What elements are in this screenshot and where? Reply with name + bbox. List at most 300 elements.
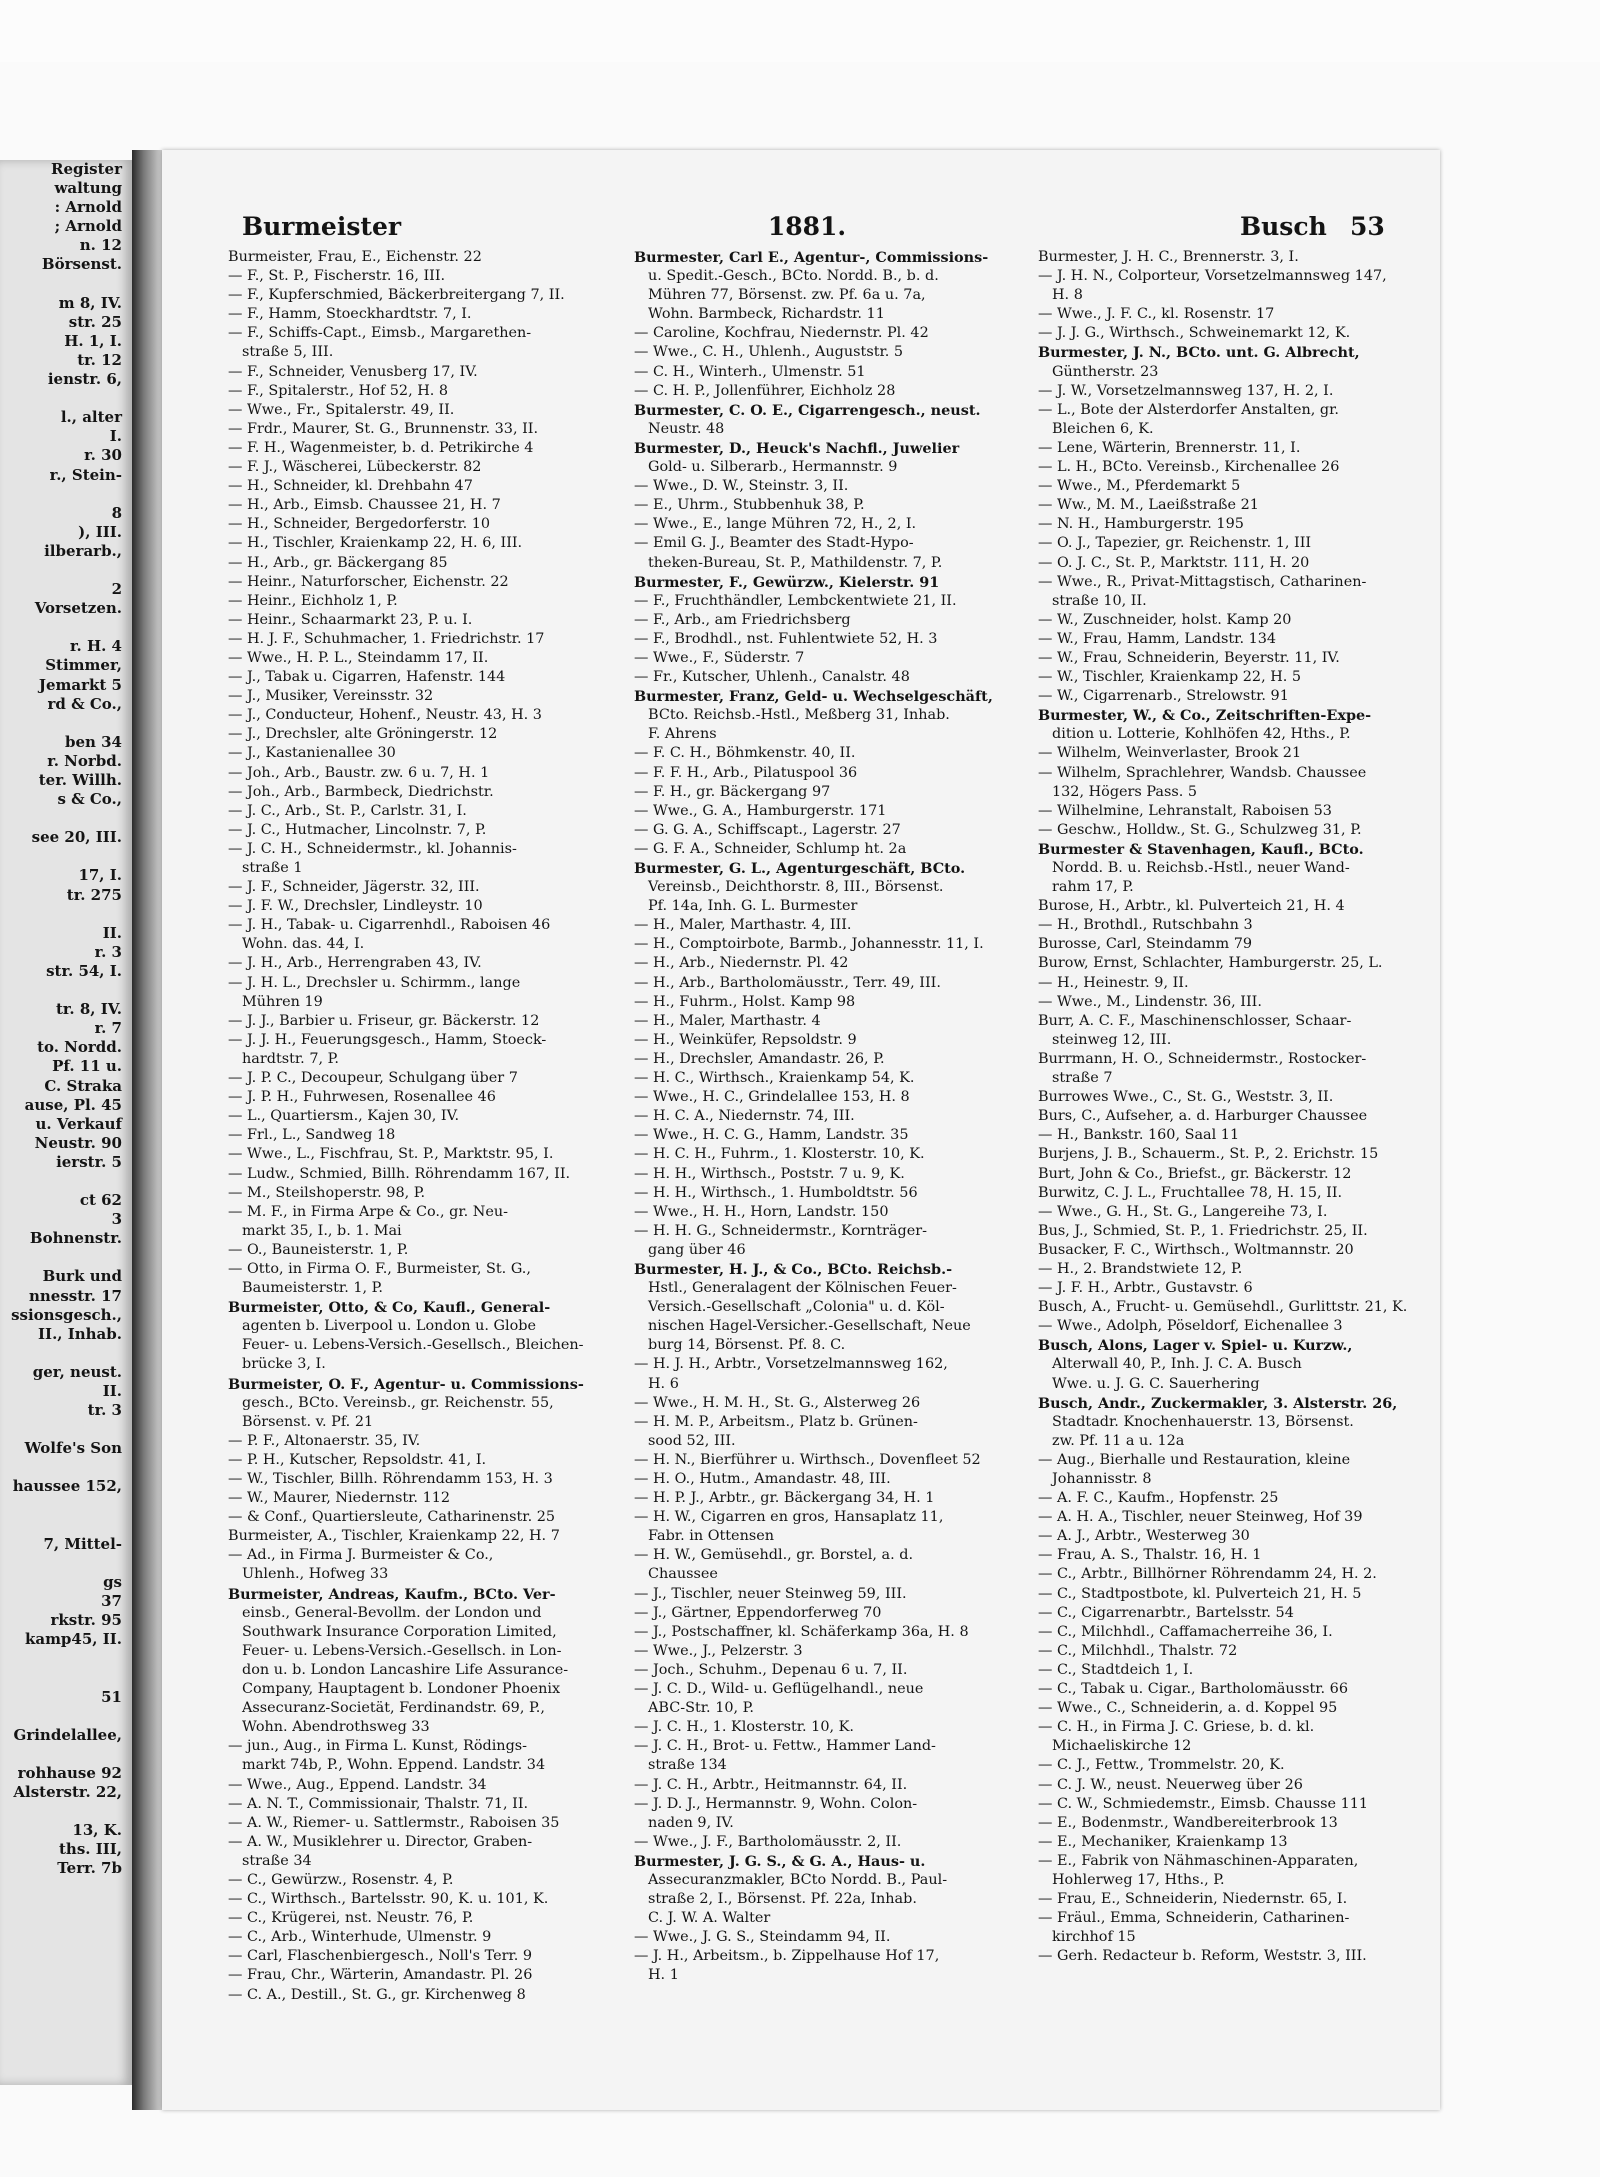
directory-entry: — Otto, in Firma O. F., Burmeister, St. G., (228, 1260, 531, 1277)
header-right: Busch (1240, 212, 1327, 241)
directory-entry: — A. N. T., Commissionair, Thalstr. 71, II. (228, 1795, 529, 1812)
directory-entry: F. Ahrens (648, 726, 717, 743)
directory-entry: Burmester, J. G. S., & G. A., Haus- u. (634, 1852, 926, 1870)
margin-line: r. 7 (94, 1019, 122, 1038)
directory-entry: — E., Uhrm., Stubbenhuk 38, P. (634, 497, 865, 514)
directory-entry: — C., Arbtr., Billhörner Röhrendamm 24, H. 2. (1038, 1566, 1377, 1583)
directory-entry: gang über 46 (648, 1241, 746, 1258)
margin-line: r. 30 (84, 446, 122, 465)
directory-entry: Burmester, J. H. C., Brennerstr. 3, I. (1038, 249, 1299, 265)
directory-entry: — Geschw., Holldw., St. G., Schulzweg 31, P. (1038, 821, 1362, 838)
margin-line: r., Stein- (49, 465, 122, 484)
directory-entry: 132, Högers Pass. 5 (1052, 783, 1198, 800)
margin-line (0, 905, 132, 924)
directory-entry: — C., Stadtpostbote, kl. Pulverteich 21, H. 5 (1038, 1585, 1362, 1602)
directory-entry: — H., Tischler, Kraienkamp 22, H. 6, III. (228, 535, 523, 552)
directory-entry: — H. W., Gemüsehdl., gr. Borstel, a. d. (634, 1547, 914, 1564)
margin-line: r. Norbd. (47, 751, 122, 770)
margin-line: ilberarb., (44, 541, 122, 560)
directory-entry: — O. J. C., St. P., Marktstr. 111, H. 20 (1038, 554, 1310, 571)
directory-entry: — Wwe., Aug., Eppend. Landstr. 34 (228, 1776, 487, 1793)
directory-entry: — G. F. A., Schneider, Schlump ht. 2a (634, 840, 907, 857)
directory-entry: — Frl., L., Sandweg 18 (228, 1127, 396, 1144)
directory-entry: — J. H. N., Colporteur, Vorsetzelmannsweg 147, (1038, 268, 1387, 285)
column-1 (228, 248, 638, 2048)
margin-line: Pf. 11 u. (52, 1057, 122, 1076)
margin-line: ths. III, (59, 1840, 122, 1859)
directory-entry: — Wwe., H. P. L., Steindamm 17, II. (228, 649, 489, 666)
directory-entry: — E., Bodenmstr., Wandbereiterbrook 13 (1038, 1814, 1338, 1831)
margin-line: rkstr. 95 (50, 1611, 122, 1630)
directory-entry: Burmester, H. J., & Co., BCto. Reichsb.- (634, 1260, 953, 1278)
margin-line: Börsenst. (41, 255, 122, 274)
directory-entry: — C. W., Schmiedemstr., Eimsb. Chausse 111 (1038, 1795, 1369, 1812)
directory-entry: — O., Bauneisterstr. 1, P. (228, 1241, 409, 1258)
directory-entry: Johannisstr. 8 (1052, 1471, 1152, 1487)
directory-entry: — Wwe., E., lange Mühren 72, H., 2, I. (634, 516, 917, 533)
margin-line: Terr. 7b (57, 1859, 122, 1878)
directory-entry: Burmeister, Frau, E., Eichenstr. 22 (228, 249, 482, 265)
margin-line: gs (103, 1572, 122, 1591)
margin-line (0, 1802, 132, 1821)
directory-entry: Börsenst. v. Pf. 21 (242, 1413, 374, 1430)
margin-line: 17, I. (78, 866, 122, 885)
directory-entry: — Wwe., H. C. G., Hamm, Landstr. 35 (634, 1127, 909, 1144)
directory-entry: Burmester, Franz, Geld- u. Wechselgeschäft, (634, 688, 993, 706)
directory-entry: H. 1 (648, 1967, 679, 1984)
directory-entry: — J., Postschaffner, kl. Schäferkamp 36a, H. 8 (634, 1623, 969, 1640)
margin-line: kamp45, II. (24, 1630, 122, 1649)
directory-entry: — A. F. C., Kaufm., Hopfenstr. 25 (1038, 1490, 1279, 1507)
margin-line: nnesstr. 17 (28, 1286, 122, 1305)
directory-entry: — J. H., Arb., Herrengraben 43, IV. (228, 955, 482, 972)
directory-entry: — F. J., Wäscherei, Lübeckerstr. 82 (228, 459, 482, 476)
directory-page (162, 150, 1440, 2110)
directory-entry: — J. C. H., 1. Klosterstr. 10, K. (634, 1719, 854, 1736)
margin-line: ben 34 (64, 732, 122, 751)
directory-entry: — Wwe., J. G. S., Steindamm 94, II. (634, 1929, 891, 1946)
directory-entry: H. 6 (648, 1375, 679, 1392)
directory-entry: Burmester & Stavenhagen, Kaufl., BCto. (1038, 840, 1364, 858)
margin-line: Jemarkt 5 (38, 675, 122, 694)
directory-entry: — J. C., Hutmacher, Lincolnstr. 7, P. (228, 821, 487, 838)
directory-entry: straße 34 (242, 1852, 312, 1869)
directory-entry: Mühren 19 (242, 993, 323, 1010)
directory-entry: — Wwe., R., Privat-Mittagstisch, Catharinen- (1038, 573, 1367, 590)
column-2 (634, 248, 1044, 2048)
directory-entry: — F., Spitalerstr., Hof 52, H. 8 (228, 382, 449, 399)
directory-entry: — J. H. L., Drechsler u. Schirmm., lange (228, 974, 521, 991)
directory-entry: — J. C., Arb., St. P., Carlstr. 31, I. (228, 802, 467, 819)
directory-entry: — H. C. A., Niedernstr. 74, III. (634, 1108, 855, 1125)
directory-entry: — Heinr., Naturforscher, Eichenstr. 22 (228, 573, 509, 590)
directory-entry: Busch, A., Frucht- u. Gemüsehdl., Gurlittstr. 21, K. (1038, 1299, 1408, 1316)
directory-entry: — C. J., Fettw., Trommelstr. 20, K. (1038, 1757, 1285, 1774)
directory-entry: — M., Steilshoperstr. 98, P. (228, 1184, 426, 1201)
directory-entry: — Wwe., L., Fischfrau, St. P., Marktstr. 95, I. (228, 1146, 554, 1163)
margin-line: ct 62 (79, 1191, 122, 1210)
directory-entry: — C. J. W., neust. Neuerweg über 26 (1038, 1776, 1303, 1793)
directory-entry: — F., St. P., Fischerstr. 16, III. (228, 268, 446, 285)
directory-entry: — C., Milchhdl., Caffamacherreihe 36, I. (1038, 1623, 1333, 1640)
margin-line: see 20, III. (31, 828, 122, 847)
directory-entry: — J. C. H., Schneidermstr., kl. Johannis- (228, 840, 517, 857)
directory-entry: — J., Tabak u. Cigarren, Hafenstr. 144 (228, 669, 506, 686)
margin-line: 13, K. (72, 1821, 122, 1840)
directory-entry: Wwe. u. J. G. C. Sauerhering (1052, 1375, 1260, 1392)
margin-line: ), III. (78, 522, 122, 541)
directory-entry: u. Spedit.-Gesch., BCto. Nordd. B., b. d. (648, 268, 939, 285)
directory-entry: — A. W., Riemer- u. Sattlermstr., Raboisen 35 (228, 1814, 560, 1831)
directory-entry: theken-Bureau, St. P., Mathildenstr. 7, P. (648, 554, 943, 571)
directory-entry: — H. H., Wirthsch., 1. Humboldtstr. 56 (634, 1184, 918, 1201)
margin-line: Vorsetzen. (34, 599, 122, 618)
margin-line (0, 1248, 132, 1267)
margin-line: m 8, IV. (58, 293, 122, 312)
directory-entry: Nordd. B. u. Reichsb.-Hstl., neuer Wand- (1052, 860, 1350, 876)
margin-line: ssionsgesch., (11, 1305, 122, 1324)
margin-line: Neustr. 90 (34, 1133, 122, 1152)
directory-entry: C. J. W. A. Walter (648, 1910, 771, 1927)
margin-line: haussee 152, (12, 1477, 122, 1496)
directory-entry: — H., Comptoirbote, Barmb., Johannesstr. 11, I. (634, 936, 984, 953)
directory-entry: — Wwe., G. A., Hamburgerstr. 171 (634, 802, 887, 819)
directory-entry: — H., Fuhrm., Holst. Kamp 98 (634, 993, 856, 1010)
directory-entry: — J. P. H., Fuhrwesen, Rosenallee 46 (228, 1089, 496, 1106)
directory-entry: Assecuranz-Societät, Ferdinandstr. 69, P., (242, 1700, 545, 1717)
margin-line: 51 (101, 1687, 122, 1706)
directory-entry: — A. W., Musiklehrer u. Director, Graben- (228, 1833, 533, 1850)
directory-entry: — H., Arb., Eimsb. Chaussee 21, H. 7 (228, 497, 501, 514)
directory-entry: — G. G. A., Schiffscapt., Lagerstr. 27 (634, 821, 901, 838)
directory-entry: — H., Drechsler, Amandastr. 26, P. (634, 1050, 885, 1067)
directory-entry: — J. C. D., Wild- u. Geflügelhandl., neue (634, 1681, 924, 1698)
directory-entry: — F., Fruchthändler, Lembckentwiete 21, II. (634, 592, 957, 609)
directory-entry: — J. P. C., Decoupeur, Schulgang über 7 (228, 1070, 518, 1087)
directory-entry: — H. C. H., Fuhrm., 1. Klosterstr. 10, K. (634, 1146, 925, 1163)
directory-entry: Hstl., Generalagent der Kölnischen Feuer- (648, 1280, 957, 1297)
directory-entry: — C., Tabak u. Cigar., Bartholomäusstr. 66 (1038, 1681, 1348, 1698)
margin-line: ger, neust. (32, 1362, 122, 1381)
margin-line: 8 (111, 503, 122, 522)
directory-entry: — Wwe., H. M. H., St. G., Alsterweg 26 (634, 1394, 921, 1411)
directory-entry: — Wwe., Adolph, Pöseldorf, Eichenallee 3 (1038, 1318, 1343, 1335)
directory-entry: ABC-Str. 10, P. (648, 1700, 754, 1717)
directory-entry: — H., Schneider, Bergedorferstr. 10 (228, 516, 491, 533)
page-header (222, 212, 1392, 252)
directory-entry: — F., Arb., am Friedrichsberg (634, 611, 851, 628)
directory-entry: Stadtadr. Knochenhauerstr. 13, Börsenst. (1052, 1413, 1354, 1430)
directory-entry: Burrmann, H. O., Schneidermstr., Rostocker- (1038, 1050, 1367, 1067)
directory-entry: Bleichen 6, K. (1052, 420, 1154, 437)
directory-entry: — H. M. P., Arbeitsm., Platz b. Grünen- (634, 1413, 918, 1430)
directory-entry: — Caroline, Kochfrau, Niedernstr. Pl. 42 (634, 325, 929, 342)
directory-entry: — Ww., M. M., Laeißstraße 21 (1038, 497, 1259, 514)
directory-entry: — F. H., gr. Bäckergang 97 (634, 783, 831, 800)
directory-entry: — Fr., Kutscher, Uhlenh., Canalstr. 48 (634, 669, 910, 686)
directory-entry: straße 1 (242, 860, 303, 876)
directory-entry: gesch., BCto. Vereinsb., gr. Reichenstr. 55, (242, 1394, 554, 1411)
directory-entry: — J. J. G., Wirthsch., Schweinemarkt 12, K. (1038, 325, 1351, 342)
directory-entry: Michaeliskirche 12 (1052, 1738, 1192, 1755)
margin-line: : Arnold (54, 198, 122, 217)
margin-line (0, 275, 132, 294)
directory-entry: — J. H., Tabak- u. Cigarrenhdl., Raboisen 46 (228, 917, 551, 934)
directory-entry: steinweg 12, III. (1052, 1031, 1172, 1048)
directory-entry: — J. J. H., Feuerungsgesch., Hamm, Stoeck- (228, 1031, 547, 1048)
directory-entry: sood 52, III. (648, 1432, 736, 1449)
directory-entry: — C. A., Destill., St. G., gr. Kirchenweg 8 (228, 1986, 526, 2003)
directory-entry: — H. W., Cigarren en gros, Hansaplatz 11, (634, 1509, 944, 1526)
margin-line (0, 1554, 132, 1573)
directory-entry: — Wwe., C. H., Uhlenh., Auguststr. 5 (634, 344, 904, 361)
directory-entry: — W., Maurer, Niedernstr. 112 (228, 1490, 451, 1507)
directory-entry: — H. J. F., Schuhmacher, 1. Friedrichstr. 17 (228, 630, 545, 647)
directory-entry: — Heinr., Eichholz 1, P. (228, 592, 398, 609)
directory-entry: Gold- u. Silberarb., Hermannstr. 9 (648, 459, 898, 476)
margin-line: Burk und (42, 1267, 122, 1286)
directory-entry: Wohn. Barmbeck, Richardstr. 11 (648, 306, 885, 323)
margin-line (0, 389, 132, 408)
directory-entry: — J. C. H., Arbtr., Heitmannstr. 64, II. (634, 1776, 908, 1793)
directory-entry: — H. J. H., Arbtr., Vorsetzelmannsweg 162, (634, 1356, 948, 1373)
directory-entry: Burmester, D., Heuck's Nachfl., Juwelier (634, 439, 960, 457)
directory-entry: — C., Stadtdeich 1, I. (1038, 1661, 1194, 1678)
margin-line (0, 1745, 132, 1764)
margin-line: ienstr. 6, (47, 370, 122, 389)
directory-entry: Baumeisterstr. 1, P. (242, 1280, 384, 1297)
directory-entry: — Wilhelm, Sprachlehrer, Wandsb. Chaussee (1038, 764, 1367, 781)
directory-entry: — Wwe., H. C., Grindelallee 153, H. 8 (634, 1089, 910, 1106)
book-gutter (132, 150, 162, 2110)
margin-line (0, 1707, 132, 1726)
directory-entry: — F., Hamm, Stoeckhardtstr. 7, I. (228, 306, 472, 323)
directory-entry: — Ad., in Firma J. Burmeister & Co., (228, 1547, 494, 1564)
directory-entry: Burmester, C. O. E., Cigarrengesch., neust. (634, 401, 981, 419)
directory-entry: rahm 17, P. (1052, 879, 1134, 896)
directory-entry: — C. H., in Firma J. C. Griese, b. d. kl. (1038, 1719, 1315, 1736)
directory-entry: hardtstr. 7, P. (242, 1050, 339, 1067)
directory-entry: Busacker, F. C., Wirthsch., Woltmannstr. 20 (1038, 1241, 1354, 1258)
directory-entry: — J. J., Barbier u. Friseur, gr. Bäckerstr. 12 (228, 1012, 540, 1029)
directory-entry: — C., Gewürzw., Rosenstr. 4, P. (228, 1871, 454, 1888)
directory-entry: Burmester, Carl E., Agentur-, Commissions- (634, 249, 989, 266)
directory-entry: Wohn. das. 44, I. (242, 936, 365, 953)
directory-entry: don u. b. London Lancashire Life Assurance- (242, 1661, 569, 1678)
directory-entry: — H., Schneider, kl. Drehbahn 47 (228, 478, 473, 495)
directory-entry: — H. H., Wirthsch., Poststr. 7 u. 9, K. (634, 1165, 905, 1182)
margin-line: r. 3 (94, 942, 122, 961)
directory-entry: — C., Milchhdl., Thalstr. 72 (1038, 1642, 1238, 1659)
directory-entry: einsb., General-Bevollm. der London und (242, 1604, 542, 1621)
directory-entry: Burmeister, O. F., Agentur- u. Commissions- (228, 1375, 584, 1393)
margin-line (0, 847, 132, 866)
margin-line: waltung (54, 179, 122, 198)
directory-entry: — Frdr., Maurer, St. G., Brunnenstr. 33, II. (228, 420, 539, 437)
directory-entry: dition u. Lotterie, Kohlhöfen 42, Hths., P. (1052, 726, 1351, 743)
margin-line: Register (50, 160, 122, 178)
margin-line: II., Inhab. (38, 1324, 122, 1343)
margin-line (0, 1516, 132, 1535)
header-left: Burmeister (242, 212, 402, 241)
directory-entry: — H. H. G., Schneidermstr., Kornträger- (634, 1222, 927, 1239)
directory-entry: — J., Tischler, neuer Steinweg 59, III. (634, 1585, 907, 1602)
directory-entry: — Carl, Flaschenbiergesch., Noll's Terr. 9 (228, 1948, 533, 1965)
directory-entry: Burr, A. C. F., Maschinenschlosser, Schaar- (1038, 1012, 1352, 1029)
margin-line: 7, Mittel- (43, 1534, 122, 1553)
directory-entry: H. 8 (1052, 287, 1083, 304)
margin-line: l., alter (60, 408, 122, 427)
directory-entry: — H. N., Bierführer u. Wirthsch., Dovenfleet 52 (634, 1451, 981, 1468)
directory-entry: Alterwall 40, P., Inh. J. C. A. Busch (1052, 1356, 1302, 1373)
directory-entry: — H., Maler, Marthastr. 4 (634, 1012, 821, 1029)
directory-entry: — H., Arb., gr. Bäckergang 85 (228, 554, 448, 571)
directory-entry: straße 7 (1052, 1070, 1113, 1087)
directory-entry: — W., Tischler, Kraienkamp 22, H. 5 (1038, 669, 1302, 686)
directory-entry: zw. Pf. 11 a u. 12a (1052, 1432, 1185, 1449)
directory-entry: — Wwe., H. H., Horn, Landstr. 150 (634, 1203, 889, 1220)
directory-entry: — Gerh. Redacteur b. Reform, Weststr. 3, III. (1038, 1948, 1367, 1965)
directory-entry: — Wwe., J., Pelzerstr. 3 (634, 1642, 803, 1659)
directory-entry: naden 9, IV. (648, 1814, 734, 1831)
margin-line: tr. 3 (87, 1401, 122, 1420)
directory-entry: Güntherstr. 23 (1052, 363, 1159, 380)
directory-entry: — F., Schneider, Venusberg 17, IV. (228, 363, 478, 380)
margin-line: H. 1, I. (64, 331, 122, 350)
directory-entry: — J. F. H., Arbtr., Gustavstr. 6 (1038, 1280, 1253, 1297)
directory-entry: — Wwe., M., Pferdemarkt 5 (1038, 478, 1241, 495)
margin-line: 2 (111, 580, 122, 599)
directory-entry: — J., Drechsler, alte Gröningerstr. 12 (228, 726, 498, 743)
directory-entry: kirchhof 15 (1052, 1929, 1136, 1946)
directory-entry: Burmeister, Otto, & Co, Kaufl., General- (228, 1299, 551, 1317)
directory-entry: Burose, H., Arbtr., kl. Pulverteich 21, H. 4 (1038, 898, 1345, 915)
margin-line (0, 1497, 132, 1516)
margin-line (0, 1668, 132, 1687)
directory-entry: — C., Arb., Winterhude, Ulmenstr. 9 (228, 1929, 492, 1946)
directory-entry: — J., Conducteur, Hohenf., Neustr. 43, H. 3 (228, 707, 542, 724)
directory-entry: — Joh., Arb., Barmbeck, Diedrichstr. (228, 783, 494, 800)
margin-line: u. Verkauf (35, 1114, 122, 1133)
directory-entry: — Wwe., F., Süderstr. 7 (634, 649, 805, 666)
directory-entry: Uhlenh., Hofweg 33 (242, 1566, 389, 1583)
directory-entry: agenten b. Liverpool u. London u. Globe (242, 1318, 537, 1335)
directory-entry: — W., Tischler, Billh. Röhrendamm 153, H. 3 (228, 1471, 553, 1487)
directory-entry: — L., Quartiersm., Kajen 30, IV. (228, 1108, 460, 1125)
margin-line (0, 714, 132, 733)
directory-entry: Assecuranzmakler, BCto Nordd. B., Paul- (648, 1871, 948, 1888)
directory-entry: — C., Cigarrenarbtr., Bartelsstr. 54 (1038, 1604, 1294, 1621)
directory-entry: Burrowes Wwe., C., St. G., Weststr. 3, II. (1038, 1089, 1334, 1106)
directory-entry: Feuer- u. Lebens-Versich.-Gesellsch., Bleichen- (242, 1337, 584, 1354)
directory-entry: — Heinr., Schaarmarkt 23, P. u. I. (228, 611, 473, 628)
directory-entry: — jun., Aug., in Firma L. Kunst, Rödings- (228, 1738, 528, 1755)
margin-line: tr. 12 (77, 350, 122, 369)
directory-entry: — Joh., Arb., Baustr. zw. 6 u. 7, H. 1 (228, 764, 490, 781)
margin-line (0, 981, 132, 1000)
directory-entry: — W., Frau, Schneiderin, Beyerstr. 11, IV. (1038, 649, 1340, 666)
directory-entry: — C., Krügerei, nst. Neustr. 76, P. (228, 1910, 474, 1927)
directory-entry: straße 10, II. (1052, 592, 1147, 609)
margin-line (0, 1420, 132, 1439)
directory-entry: — Joch., Schuhm., Depenau 6 u. 7, II. (634, 1661, 908, 1678)
directory-entry: Burow, Ernst, Schlachter, Hamburgerstr. 25, L. (1038, 955, 1383, 972)
directory-entry: — P. F., Altonaerstr. 35, IV. (228, 1432, 421, 1449)
margin-line: 37 (101, 1592, 122, 1611)
directory-entry: Mühren 77, Börsenst. zw. Pf. 6a u. 7a, (648, 287, 926, 304)
directory-entry: — Lene, Wärterin, Brennerstr. 11, I. (1038, 439, 1301, 456)
margin-line (0, 1649, 132, 1668)
directory-entry: — Wwe., M., Lindenstr. 36, III. (1038, 993, 1262, 1010)
directory-entry: Burmester, F., Gewürzw., Kielerstr. 91 (634, 573, 940, 591)
margin-line: II. (102, 923, 122, 942)
directory-entry: — H. P. J., Arbtr., gr. Bäckergang 34, H. 1 (634, 1490, 935, 1507)
directory-entry: Burt, John & Co., Briefst., gr. Bäckerstr. 12 (1038, 1165, 1352, 1182)
directory-entry: Fabr. in Ottensen (648, 1528, 775, 1545)
directory-entry: — H., Arb., Bartholomäusstr., Terr. 49, III. (634, 974, 941, 991)
margin-line: ; Arnold (54, 217, 122, 236)
margin-line (0, 1172, 132, 1191)
column-3 (1038, 248, 1448, 2048)
top-margin (0, 0, 1600, 62)
margin-line: ause, Pl. 45 (24, 1095, 122, 1114)
directory-entry: — N. H., Hamburgerstr. 195 (1038, 516, 1244, 533)
directory-entry: burg 14, Börsenst. Pf. 8. C. (648, 1337, 846, 1354)
directory-entry: — J. W., Vorsetzelmannsweg 137, H. 2, I. (1038, 382, 1334, 399)
directory-entry: — F. H., Wagenmeister, b. d. Petrikirche 4 (228, 439, 534, 456)
directory-entry: — J. D. J., Hermannstr. 9, Wohn. Colon- (634, 1795, 918, 1812)
margin-line (0, 561, 132, 580)
directory-entry: — H., Brothdl., Rutschbahn 3 (1038, 917, 1253, 934)
margin-line (0, 809, 132, 828)
directory-entry: — & Conf., Quartiersleute, Catharinenstr. 25 (228, 1509, 556, 1526)
directory-entry: — W., Frau, Hamm, Landstr. 134 (1038, 630, 1277, 647)
directory-entry: — C. H. P., Jollenführer, Eichholz 28 (634, 382, 896, 399)
directory-entry: — F., Schiffs-Capt., Eimsb., Margarethen- (228, 325, 532, 342)
directory-entry: — J. C. H., Brot- u. Fettw., Hammer Land- (634, 1738, 936, 1755)
margin-line: to. Nordd. (37, 1038, 122, 1057)
directory-entry: — E., Fabrik von Nähmaschinen-Apparaten, (1038, 1852, 1359, 1869)
directory-entry: — P. H., Kutscher, Repsoldstr. 41, I. (228, 1451, 487, 1468)
directory-entry: — Wilhelmine, Lehranstalt, Raboisen 53 (1038, 802, 1332, 819)
margin-line: II. (102, 1382, 122, 1400)
margin-line: I. (109, 427, 122, 446)
directory-entry: nischen Hagel-Versicher.-Gesellschaft, Neue (648, 1318, 971, 1335)
margin-line: str. 25 (68, 312, 122, 331)
directory-entry: BCto. Reichsb.-Hstl., Meßberg 31, Inhab. (648, 707, 950, 724)
margin-line: Stimmer, (45, 656, 122, 675)
directory-entry: — E., Mechaniker, Kraienkamp 13 (1038, 1833, 1288, 1850)
directory-entry: — Wwe., J. F. C., kl. Rosenstr. 17 (1038, 306, 1275, 323)
margin-line: tr. 275 (66, 885, 122, 904)
directory-entry: Southwark Insurance Corporation Limited, (242, 1623, 557, 1640)
margin-line: rd & Co., (47, 694, 122, 713)
directory-entry: — H., Maler, Marthastr. 4, III. (634, 917, 852, 934)
directory-entry: — Fräul., Emma, Schneiderin, Catharinen- (1038, 1910, 1350, 1927)
directory-entry: — L., Bote der Alsterdorfer Anstalten, gr. (1038, 401, 1339, 418)
directory-entry: — W., Cigarrenarb., Strelowstr. 91 (1038, 688, 1289, 705)
directory-entry: — Frau, Chr., Wärterin, Amandastr. Pl. 26 (228, 1967, 533, 1984)
margin-line: Wolfe's Son (24, 1439, 122, 1458)
directory-entry: Versich.-Gesellschaft „Colonia" u. d. Köl- (648, 1299, 945, 1316)
directory-entry: Burs, C., Aufseher, a. d. Harburger Chaussee (1038, 1108, 1368, 1125)
header-year: 1881. (767, 212, 847, 241)
directory-entry: Burmester, W., & Co., Zeitschriften-Expe- (1038, 707, 1372, 725)
margin-line: r. H. 4 (69, 637, 122, 656)
margin-line: str. 54, I. (46, 961, 122, 980)
directory-entry: — Wwe., G. H., St. G., Langereihe 73, I. (1038, 1203, 1328, 1220)
directory-entry: — C., Wirthsch., Bartelsstr. 90, K. u. 101, K. (228, 1891, 549, 1908)
